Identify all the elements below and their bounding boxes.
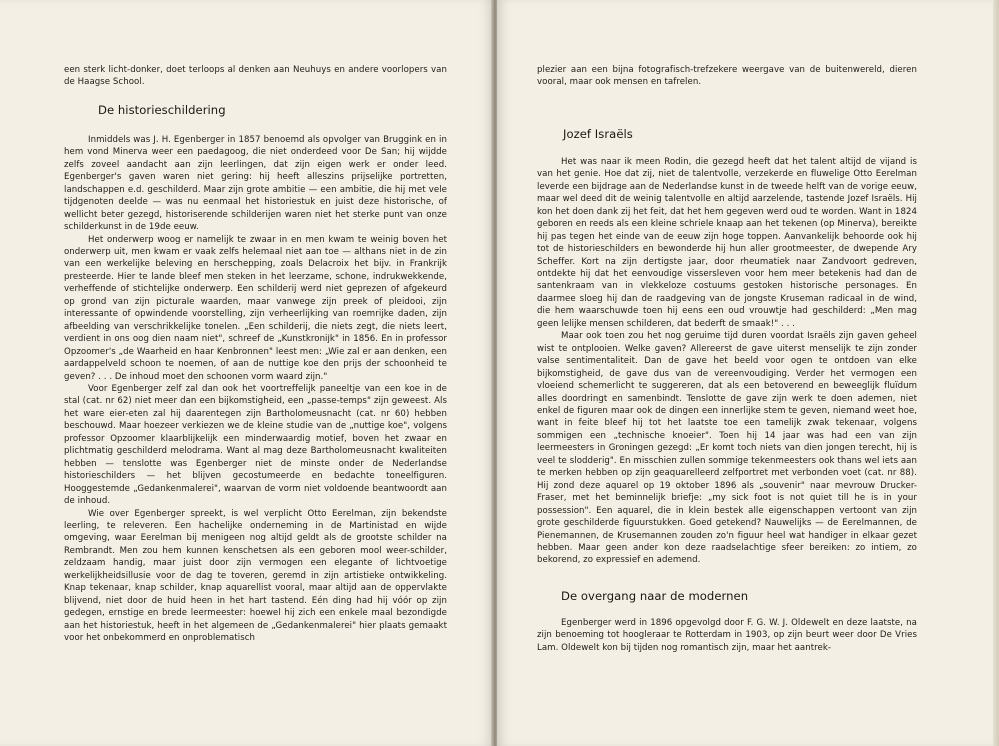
left-page <box>0 0 493 746</box>
page-edge <box>993 0 999 746</box>
body-paragraph: Het onderwerp woog er namelijk te zwaar in en men kwam te weinig boven het onderwerp uit, men kwam er vaak zelfs helemaal niet aan toe — althans niet in de zin van een werkelijke beleving en herschepping, zoals Delacroix het bijv. in Frankrijk presteerde. Hier te lande bleef men steken in het leerzame, schone, indrukwekkende, verheffende of stichtelijke onderwerp. Een schilderij werd niet geprezen of afgekeurd op grond van zijn picturale waarden, maar vanwege zijn preek of pleidooi, zijn interessante of opwindende voorstelling, zijn verheerlijking van roemrijke daden, zijn afbeelding van verschrikkelijke tonelen. „Een schilderij, die niets zegt, die niets leert, verdient in ons oog dien naam niet", schreef de „Kunstkroniјk" in 1856. En in professor Opzoomer's „de Waarheid en haar Kenbronnen" leest men: „Wie zal er aan denken, een aardappelveld schoon te noemen, of aan de nuttige koe den prijs der schoonheid te geven? . . . De inhoud moet den schoonen vorm waard zijn." <box>64 234 447 382</box>
body-paragraph: Wie over Egenberger spreekt, is wel verplicht Otto Eerelman, zijn bekendste leerling, te releveren. Een hachelijke onderneming in de Martinistad en wijde omgeving, waar Eerelman bij menigeen nog altijd geldt als de grootste schilder na Rembrandt. Men zou hem kunnen kenschetsen als een geboren mool weer-schilder, zeldzaam handig, maar juist door zijn vermogen een elegante of lichtvoetige werkelijkheidsillusie voor de dag te toveren, geremd in zijn artistieke ontwikkeling. Knap tekenaar, knap schilder, knap aquarellist vooral, maar altijd aan de oppervlakte blijvend, niet door de huid heen in het hart tastend. Eén ding had hij vóór op zijn gedegen, ernstige en brede leermeester: hoewel hij zich een enkele maal bezondigde aan het historiestuk, heeft in het algemeen de „Gedankenmalerei" hier plaats gemaakt voor het onbekommerd en onproblematisch <box>64 508 447 644</box>
right-text-column <box>537 64 917 654</box>
left-opening-paragraph: een sterk licht-donker, doet terloops al denken aan Neuhuys en andere voorlopers van de Haagse School. <box>64 65 447 88</box>
right-page <box>497 0 999 746</box>
left-text-column <box>64 64 447 644</box>
section-heading-overgang-modernen: De overgang naar de modernen <box>561 588 749 603</box>
body-paragraph: Voor Egenberger zelf zal dan ook het voortreffelijk paneeltje van een koe in de stal (cat. nr 62) niet meer dan een bijkomstigheid, een „passe-temps" zijn geweest. Als het ware eier-eten zal hij daarentegen zijn Bartholomeusnacht (cat. nr 60) hebben beschouwd. Maar hoezeer verkiezen we de kleine studie van de „nuttige koe", volgens professor Opzoomer klaarblijkelijk een minderwaardig motief, boven het zwaar en plichtmatig geschilderd melodrama. Want al mag deze Bartholomeusnacht kwaliteiten hebben — tenslotte was Egenberger niet de minste onder de Nederlandse historieschilders — het blijven gecostumeerde en bedachte toneelfiguren. Hooggestemde „Gedankenmalerei", waarvan de vorm niet voldoende beantwoordt aan de inhoud. <box>64 383 447 507</box>
section-heading-jozef-israels: Jozef Israëls <box>563 126 633 141</box>
body-paragraph: Egenberger werd in 1896 opgevolgd door F. G. W. J. Oldewelt en deze laatste, na zijn benoeming tot hoogleraar te Rotterdam in 1903, op zijn beurt weer door De Vries Lam. Oldewelt kon bij tijden nog romantisch zijn, maar het aantrek- <box>537 617 917 653</box>
section-heading-historieschildering: De historieschildering <box>98 102 226 117</box>
body-paragraph: Maar ook toen zou het nog geruime tijd duren voordat Israëls zijn gaven geheel wist te ontplooien. Welke gaven? Allereerst de gave uiterst menselijk te zijn zonder valse sentimentaliteit. Dan de gave het beeld voor ogen te ontdoen van elke bijkomstigheid, de gave dus van de vereenvoudiging. Verder het vermogen een vloeiend schemerlicht te suggereren, dat als een betoverend en beweeglijk fluïdum alles doordringt en samenbindt. Tenslotte de gave zijn werk te doen ademen, niet enkel de figuren maar ook de dingen een innerlijke stem te geven, niemand weet hoe, want in feite bleef hij tot het laatste toe een tamelijk zwak tekenaar, volgens sommigen een „technische knoeier". Toen hij 14 jaar was had een van zijn leermeesters in Groningen gezegd: „Er komt toch niets van dien jongen terecht, hij is veel te slodderig". En misschien zullen sommige tekenmeesters ook thans wel iets aan te merken hebben op zijn geaquarelleerd zelfportret met verbonden voet (cat. nr 88). Hij zond deze aquarel op 19 oktober 1896 als „souvenir" naar mevrouw Drucker-Fraser, met het beminnelijk briefje: „my sick foot is not quiet till he is in your possession". Een aquarel, die in klein bestek alle eigenschappen vertoont van zijn grote geschilderde figuurstukken. Goed getekend? Nauwelijks — de Eerelmannen, de Pienemannen, de Krusemannen zouden zo'n figuur heel wat handiger in elkaar gezet hebben. Maar geen ander kon deze raadselachtige sfeer bereiken: zo intiem, zo bekorend, zo expressief en ademend. <box>537 331 917 566</box>
body-paragraph: Inmiddels was J. H. Egenberger in 1857 benoemd als opvolger van Bruggink en in hem vond Minerva weer een paedagoog, die niet onderdeed voor De San; hij wijdde zelfs zoveel aandacht aan zijn leerlingen, dat zijn eigen werk er onder leed. Egenberger's gaven waren niet gering: hij heeft alleszins prijselijke portretten, landschappen e.d. geschilderd. Maar zijn grote ambitie — een ambitie, die hij met vele tijdgenoten deelde — was nu eenmaal het historiestuk en juist deze historische, of wellicht beter gezegd, historiserende schilderijen waren niet het sterke punt van onze schilderkunst in de 19de eeuw. <box>64 134 447 233</box>
right-opening-paragraph: plezier aan een bijna fotografisch-trefzekere weergave van de buitenwereld, dieren vooral, maar ook mensen en tafrelen. <box>537 65 917 88</box>
body-paragraph: Het was naar ik meen Rodin, die gezegd heeft dat het talent altijd de vijand is van het genie. Hoe dat zij, niet de talentvolle, verzekerde en fluwelige Otto Eerelman leverde een bijdrage aan de Nederlandse kunst in de tweede helft van de vorige eeuw, maar wel deed dit de weinig talentvolle en altijd aarzelende, tastende Jozef Israëls. Hij kon het doen dank zij het feit, dat het hem gegeven werd oud te worden. Want in 1824 geboren en reeds als een kleine schriele knaap aan het tekenen (op Minerva), bereikte hij pas tegen het einde van de eeuw zijn hoge toppen. Aanvankelijk behoorde ook hij tot de historieschilders en bewonderde hij hun aller grootmeester, de dwepende Ary Scheffer. Kort na zijn dertigste jaar, door rheumatiek naar Zandvoort gedreven, ontdekte hij dat het eenvoudige vissersleven voor hem meer betekenis had dan de santenkraam van in vlekkeloze costuums gestoken historische personages. En daarmee sloeg hij dan de raadgeving van de jongste Kruseman radicaal in de wind, die hem waarschuwde toen hij eens een oud vrouwtje had geschilderd: „Men mag geen lelijke mensen schilderen, dat bederft de smaak!" . . . <box>537 156 917 329</box>
